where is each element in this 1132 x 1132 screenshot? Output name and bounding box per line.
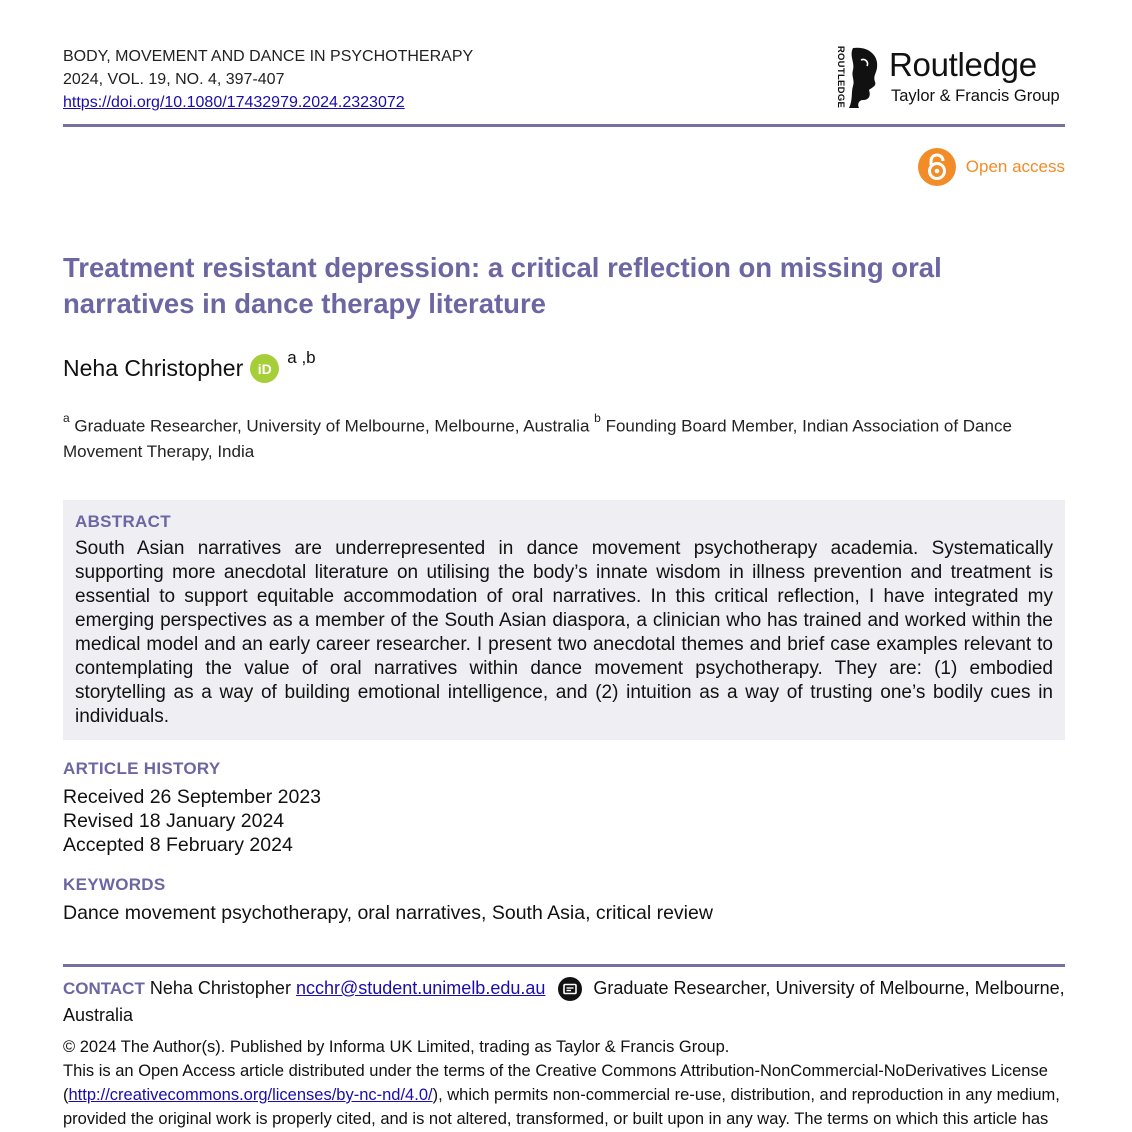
author-name[interactable]: Neha Christopher [63,355,244,381]
article-title: Treatment resistant depression: a critical reflection on missing oral narratives in dance therapy literature [63,252,942,319]
keywords-heading: KEYWORDS [63,875,166,894]
publisher-group: Taylor & Francis Group [891,87,1060,105]
open-access-label: Open access [965,157,1065,176]
contact-address: Graduate Researcher, University of Melbourne, Melbourne, Australia [63,978,1065,1025]
abstract-box [63,500,1065,740]
journal-name: BODY, MOVEMENT AND DANCE IN PSYCHOTHERAPY [63,48,474,65]
contact-name: Neha Christopher [149,978,291,998]
journal-header [63,45,473,114]
routledge-head-logo-icon [847,46,883,110]
affiliation-b: Founding Board Member, Indian Association of Dance Movement Therapy, India [63,416,1012,461]
history-accepted: Accepted 8 February 2024 [63,834,293,856]
contact-info [63,975,1065,1028]
affiliation-a: Graduate Researcher, University of Melbourne, Melbourne, Australia [74,416,590,436]
contact-email-link[interactable]: ncchr@student.unimelb.edu.au [295,978,546,998]
routledge-brand: Routledge [889,46,1037,83]
affiliations: $^a$ Graduate Researcher, University of Melbourne, Melbourne, Australia $^b$ Founding Board Member, Indian Association of Dance Movement Therapy, India [63,411,1012,461]
contact-divider [63,964,1065,967]
routledge-vertical-wordmark: ROUTLEDGE [835,45,846,109]
keywords-value: Dance movement psychotherapy, oral narratives, South Asia, critical review [63,902,713,924]
article-history [63,759,321,857]
journal-citation: 2024, VOL. 19, NO. 4, 397-407 [63,71,285,88]
history-heading: ARTICLE HISTORY [63,759,221,778]
license-text: This is an Open Access article distributed under the terms of the Creative Commons Attribution-NonCommercial-NoDerivatives License (http://creativecommons.org/licenses/by-nc-nd/4.0/), which permits non-commercial re-use, distribution, and reproduction in any medium, provided the original work is properly cited, and is not altered, transformed, or built upon in any way. The terms on which this article has [63,1062,1060,1128]
license-statement [63,1035,1065,1131]
open-access-badge[interactable] [918,147,1065,187]
copyright-line: © 2024 The Author(s). Published by Informa UK Limited, trading as Taylor & Francis Group. [63,1038,730,1056]
keywords [63,875,713,925]
email-icon[interactable] [558,977,582,1001]
routledge-logo[interactable] [833,44,1065,112]
header-divider [63,124,1065,127]
open-access-icon [918,148,956,186]
orcid-icon[interactable]: iD [250,354,279,383]
author-line [63,348,316,384]
abstract-text: South Asian narratives are underrepresented in dance movement psychotherapy academia. Systematically supporting more anecdotal literature on utilising the body’s innate wisdom in illness prevention and treatment is essential to support equitable accommodation of oral narratives. In this critical reflection, I have integrated my emerging perspectives as a member of the South Asian diaspora, a clinician who has trained and worked within the medical model and an early career researcher. I present two anecdotal themes and brief case examples relevant to contemplating the value of oral narratives within dance movement psychotherapy. They are: (1) embodied storytelling as a way of building emotional intelligence, and (2) intuition as a way of trusting one’s bodily cues in individuals. [75,538,1053,727]
author-affiliation-marks: a ,b [287,348,316,367]
doi-link[interactable]: https://doi.org/10.1080/17432979.2024.2323072 [63,94,405,111]
history-received: Received 26 September 2023 [63,786,322,808]
abstract-heading: ABSTRACT [75,512,171,531]
history-revised: Revised 18 January 2024 [63,810,285,832]
license-url-link[interactable]: http://creativecommons.org/licenses/by-nc-nd/4.0/ [68,1086,433,1104]
contact-label: CONTACT [63,979,145,998]
